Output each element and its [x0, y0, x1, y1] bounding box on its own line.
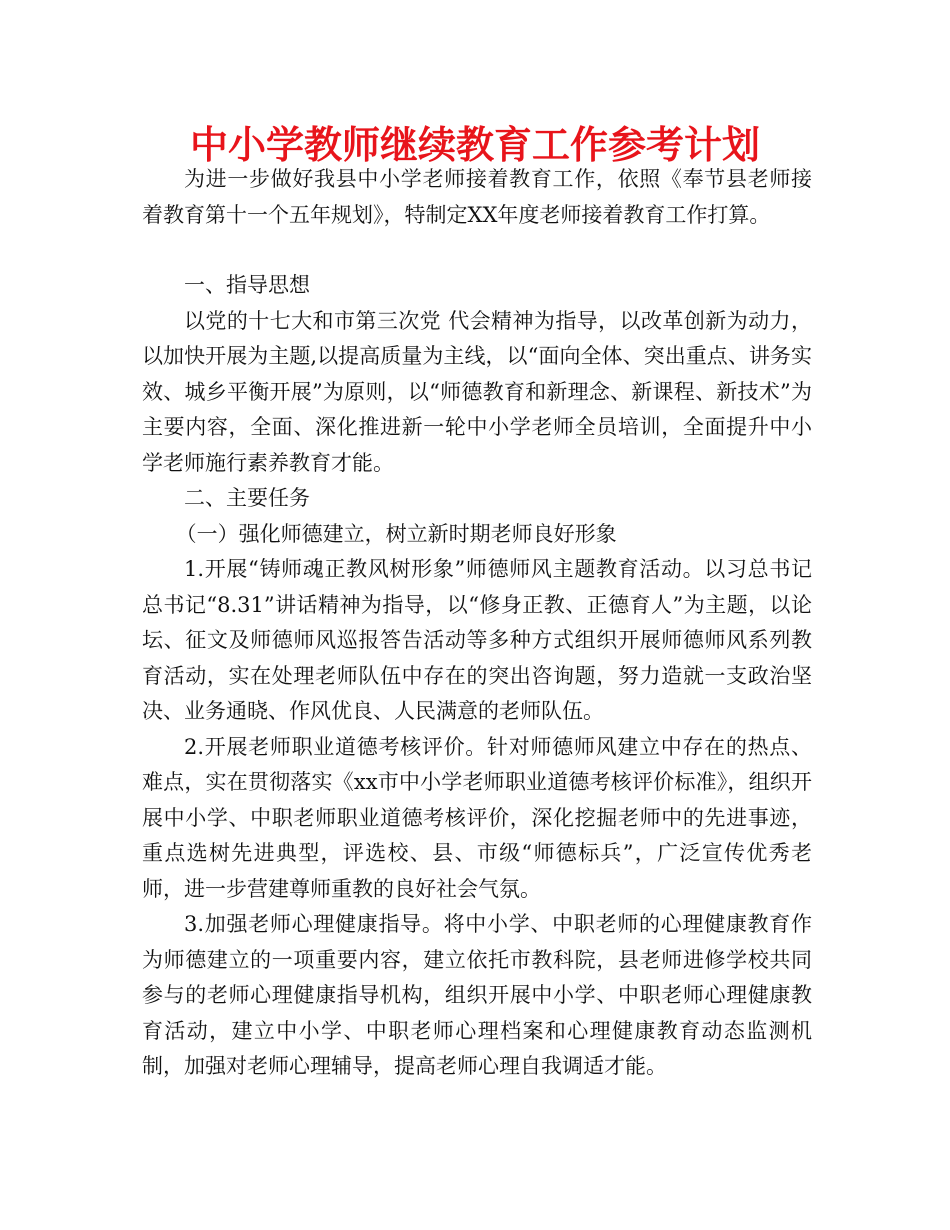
guiding-ideology-paragraph: 以党的十七大和市第三次党 代会精神为指导，以改革创新为动力，以加快开展为主题,以提高质量为主线，以“面向全体、突出重点、讲务实效、城乡平衡开展”为原则，以“师德教育和新理念、新课程、新技术”为主要内容，全面、深化推进新一轮中小学老师全员培训，全面提升中小学老师施行素养教育才能。	[142, 308, 812, 475]
document-body	[142, 162, 812, 1085]
subsection-heading-ethics: （一）强化师德建立，树立新时期老师良好形象	[175, 521, 617, 546]
intro-paragraph: 为进一步做好我县中小学老师接着教育工作，依照《奉节县老师接着教育第十一个五年规划》，特制定XX年度老师接着教育工作打算。	[142, 167, 812, 227]
task-paragraph-2: 2.开展老师职业道德考核评价。针对师德师风建立中存在的热点、难点，实在贯彻落实《xx市中小学老师职业道德考核评价标准》，组织开展中小学、中职老师职业道德考核评价，深化挖掘老师中的先进事迹，重点选树先进典型，评选校、县、市级“师德标兵”，广泛宣传优秀老师，进一步营建尊师重教的良好社会气氛。	[142, 734, 812, 901]
section-heading-main-tasks: 二、主要任务	[184, 486, 310, 510]
document-title: 中小学教师继续教育工作参考计划	[189, 123, 760, 167]
task-paragraph-1: 1.开展“铸师魂正教风树形象”师德师风主题教育活动。以习总书记总书记“8.31”讲话精神为指导，以“修身正教、正德育人”为主题，以论坛、征文及师德师风巡报答告活动等多种方式组织开展师德师风系列教育活动，实在处理老师队伍中存在的突出咨询题，努力造就一支政治坚决、业务通晓、作风优良、人民满意的老师队伍。	[142, 557, 812, 723]
section-heading-guiding-ideology: 一、指导思想	[184, 273, 310, 297]
task-paragraph-3: 3.加强老师心理健康指导。将中小学、中职老师的心理健康教育作为师德建立的一项重要内容，建立依托市教科院，县老师进修学校共同参与的老师心理健康指导机构，组织开展中小学、中职老师心理健康教育活动，建立中小学、中职老师心理档案和心理健康教育动态监测机制，加强对老师心理辅导，提高老师心理自我调适才能。	[142, 912, 812, 1078]
